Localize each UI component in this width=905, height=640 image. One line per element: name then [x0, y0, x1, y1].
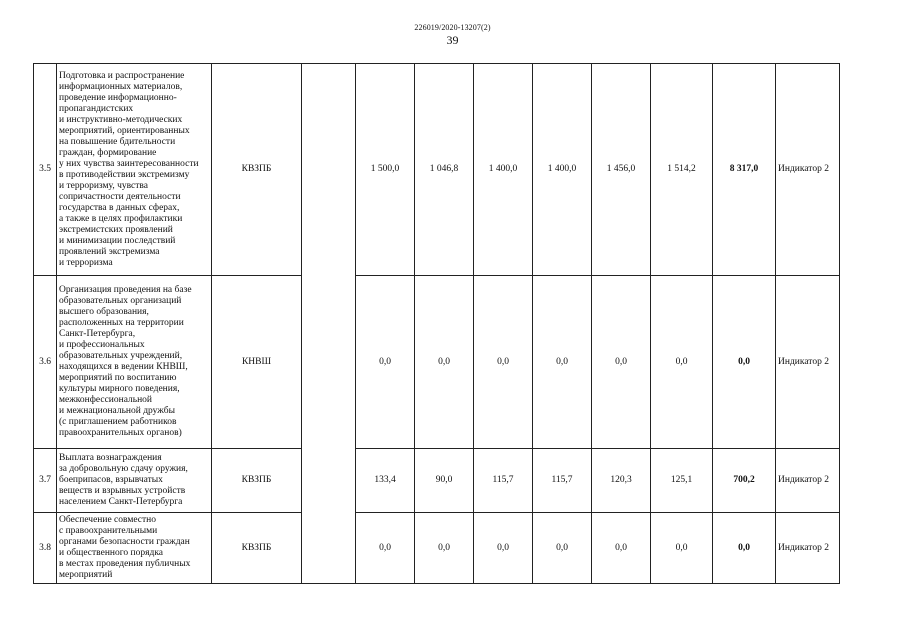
description-line: (с приглашением работников: [59, 417, 177, 427]
description-line: и межнациональной дружбы: [59, 406, 175, 416]
empty-cell: [302, 64, 356, 584]
year-value-cell: 0,0: [474, 513, 533, 584]
indicator-cell: Индикатор 2: [776, 449, 840, 513]
year-value-cell: 0,0: [474, 276, 533, 449]
table-row: [34, 276, 840, 449]
year-value-cell: 1 400,0: [533, 64, 592, 276]
description-line: а также в целях профилактики: [59, 213, 183, 224]
description-line: Выплата вознаграждения: [59, 453, 162, 463]
table-row: [34, 513, 840, 584]
description-line: проведение информационно-: [59, 92, 177, 103]
description-line: Подготовка и распространение: [59, 70, 185, 81]
table-row: [34, 449, 840, 513]
executor-cell: КВЗПБ: [212, 64, 302, 276]
total-value-cell: 0,0: [713, 513, 776, 584]
description-line: в местах проведения публичных: [59, 559, 191, 569]
program-measures-table: [33, 63, 840, 584]
year-value-cell: 0,0: [415, 276, 474, 449]
row-number-cell: 3.8: [34, 513, 57, 584]
year-value-cell: 1 400,0: [474, 64, 533, 276]
description-line: информационных материалов,: [59, 81, 183, 92]
description-line: образовательных организаций: [59, 296, 182, 306]
description-line: проявлений экстремизма: [59, 246, 160, 257]
description-line: граждан, формирование: [59, 147, 157, 158]
description-line: и минимизации последствий: [59, 235, 176, 246]
year-value-cell: 1 500,0: [356, 64, 415, 276]
description-line: мероприятий, ориентированных: [59, 125, 190, 136]
description-line: государства в данных сферах,: [59, 202, 180, 213]
description-line: органами безопасности граждан: [59, 537, 190, 547]
year-value-cell: 90,0: [415, 449, 474, 513]
description-line: экстремистских проявлений: [59, 224, 173, 235]
measure-description-cell: [57, 64, 212, 276]
row-number-cell: 3.5: [34, 64, 57, 276]
description-line: и терроризму, чувства: [59, 180, 148, 191]
year-value-cell: 1 456,0: [592, 64, 651, 276]
description-line: с правоохранительными: [59, 526, 158, 536]
description-line: Обеспечение совместно: [59, 515, 157, 525]
description-line: и терроризма: [59, 257, 113, 268]
year-value-cell: 1 046,8: [415, 64, 474, 276]
executor-cell: КВЗПБ: [212, 449, 302, 513]
year-value-cell: 0,0: [651, 276, 713, 449]
executor-cell: КВЗПБ: [212, 513, 302, 584]
description-line: и профессиональных: [59, 340, 145, 350]
document-id: 226019/2020-13207(2): [414, 23, 491, 32]
description-line: населением Санкт-Петербурга: [59, 497, 183, 507]
year-value-cell: 0,0: [533, 513, 592, 584]
description-line: Организация проведения на базе: [59, 285, 192, 295]
year-value-cell: 133,4: [356, 449, 415, 513]
year-value-cell: 0,0: [592, 276, 651, 449]
description-line: боеприпасов, взрывчатых: [59, 475, 163, 485]
description-line: Санкт-Петербурга,: [59, 329, 136, 339]
executor-cell: КНВШ: [212, 276, 302, 449]
description-line: правоохранительных органов): [59, 428, 182, 438]
description-line: веществ и взрывных устройств: [59, 486, 186, 496]
indicator-cell: Индикатор 2: [776, 513, 840, 584]
table-row: [34, 64, 840, 276]
page-number: 39: [446, 33, 459, 47]
description-line: образовательных учреждений,: [59, 351, 183, 361]
measure-description-cell: [57, 276, 212, 449]
year-value-cell: 0,0: [356, 513, 415, 584]
year-value-cell: 120,3: [592, 449, 651, 513]
year-value-cell: 0,0: [651, 513, 713, 584]
indicator-cell: Индикатор 2: [776, 64, 840, 276]
description-line: мероприятий: [59, 570, 113, 580]
description-line: за добровольную сдачу оружия,: [59, 464, 188, 474]
measure-description-cell: [57, 513, 212, 584]
year-value-cell: 0,0: [356, 276, 415, 449]
year-value-cell: 0,0: [592, 513, 651, 584]
total-value-cell: 700,2: [713, 449, 776, 513]
total-value-cell: 8 317,0: [713, 64, 776, 276]
total-value-cell: 0,0: [713, 276, 776, 449]
measure-description-cell: [57, 449, 212, 513]
year-value-cell: 0,0: [533, 276, 592, 449]
year-value-cell: 115,7: [533, 449, 592, 513]
description-line: сопричастности деятельности: [59, 191, 181, 202]
description-line: пропагандистских: [59, 103, 134, 114]
description-line: высшего образования,: [59, 307, 149, 317]
indicator-cell: Индикатор 2: [776, 276, 840, 449]
row-number-cell: 3.6: [34, 276, 57, 449]
year-value-cell: 115,7: [474, 449, 533, 513]
description-line: расположенных на территории: [59, 318, 184, 328]
year-value-cell: 125,1: [651, 449, 713, 513]
year-value-cell: 0,0: [415, 513, 474, 584]
year-value-cell: 1 514,2: [651, 64, 713, 276]
description-line: мероприятий по воспитанию: [59, 373, 177, 383]
description-line: в противодействии экстремизму: [59, 169, 190, 180]
description-line: культуры мирного поведения,: [59, 384, 180, 394]
description-line: у них чувства заинтересованности: [59, 158, 199, 169]
description-line: находящихся в ведении КНВШ,: [59, 362, 188, 372]
row-number-cell: 3.7: [34, 449, 57, 513]
description-line: на повышение бдительности: [59, 136, 176, 147]
description-line: межконфессиональной: [59, 395, 153, 405]
description-line: и общественного порядка: [59, 548, 164, 558]
description-line: и инструктивно-методических: [59, 114, 183, 125]
